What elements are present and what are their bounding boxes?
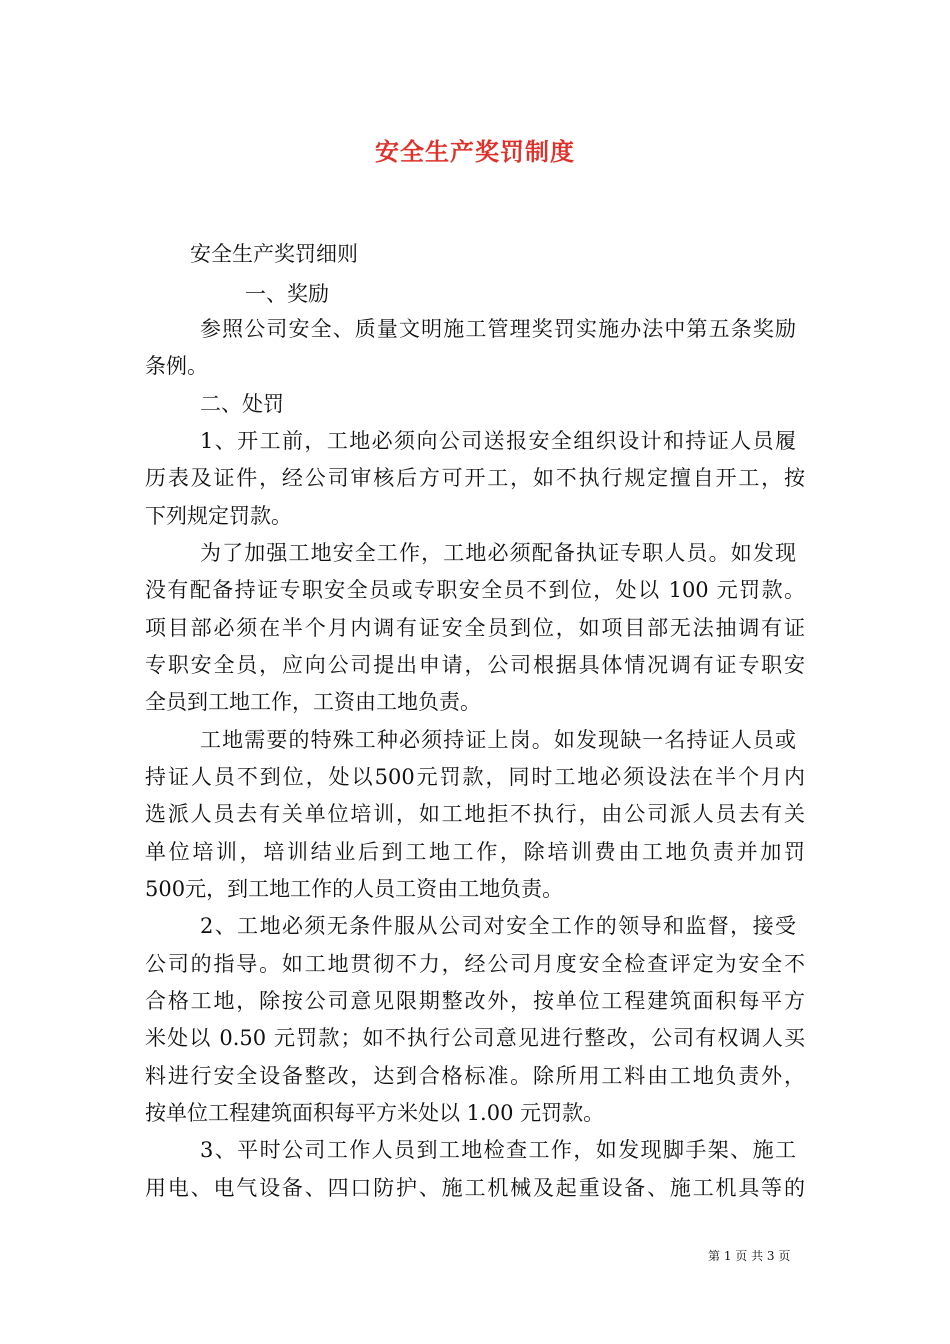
paragraph-line: 为了加强工地安全工作，工地必须配备执证专职人员。如发现 xyxy=(200,541,796,565)
paragraph-line: 下列规定罚款。 xyxy=(145,504,292,528)
section-heading-reward: 一、奖励 xyxy=(245,282,329,306)
paragraph-line: 没有配备持证专职安全员或专职安全员不到位，处以 100 元罚款。 xyxy=(145,578,805,602)
subtitle: 安全生产奖罚细则 xyxy=(190,242,358,266)
section-heading-penalty: 二、处罚 xyxy=(200,392,284,416)
paragraph-line: 持证人员不到位，处以500元罚款，同时工地必须设法在半个月内 xyxy=(145,765,805,789)
paragraph-line: 按单位工程建筑面积每平方米处以 1.00 元罚款。 xyxy=(145,1101,605,1125)
paragraph-line: 3、平时公司工作人员到工地检查工作，如发现脚手架、施工 xyxy=(200,1138,796,1162)
paragraph-line: 参照公司安全、质量文明施工管理奖罚实施办法中第五条奖励 xyxy=(200,317,796,341)
paragraph-line: 工地需要的特殊工种必须持证上岗。如发现缺一名持证人员或 xyxy=(200,728,796,752)
document-title: 安全生产奖罚制度 xyxy=(375,138,575,166)
paragraph-line: 历表及证件，经公司审核后方可开工，如不执行规定擅自开工，按 xyxy=(145,466,805,490)
paragraph-line: 公司的指导。如工地贯彻不力，经公司月度安全检查评定为安全不 xyxy=(145,952,805,976)
page-number-footer: 第 1 页 共 3 页 xyxy=(708,1249,791,1263)
paragraph-line: 项目部必须在半个月内调有证安全员到位，如项目部无法抽调有证 xyxy=(145,616,805,640)
paragraph-line: 选派人员去有关单位培训，如工地拒不执行，由公司派人员去有关 xyxy=(145,802,805,826)
paragraph-line: 1、开工前，工地必须向公司送报安全组织设计和持证人员履 xyxy=(200,429,796,453)
paragraph-line: 条例。 xyxy=(145,354,208,378)
paragraph-line: 米处以 0.50 元罚款；如不执行公司意见进行整改，公司有权调人买 xyxy=(145,1026,805,1050)
paragraph-line: 用电、电气设备、四口防护、施工机械及起重设备、施工机具等的 xyxy=(145,1176,805,1200)
paragraph-line: 专职安全员，应向公司提出申请，公司根据具体情况调有证专职安 xyxy=(145,653,805,677)
paragraph-line: 2、工地必须无条件服从公司对安全工作的领导和监督，接受 xyxy=(200,914,796,938)
paragraph-line: 合格工地，除按公司意见限期整改外，按单位工程建筑面积每平方 xyxy=(145,989,805,1013)
paragraph-line: 料进行安全设备整改，达到合格标准。除所用工料由工地负责外， xyxy=(145,1064,805,1088)
paragraph-line: 全员到工地工作，工资由工地负责。 xyxy=(145,690,481,714)
paragraph-line: 500元，到工地工作的人员工资由工地负责。 xyxy=(145,877,564,901)
paragraph-line: 单位培训，培训结业后到工地工作，除培训费由工地负责并加罚 xyxy=(145,840,805,864)
